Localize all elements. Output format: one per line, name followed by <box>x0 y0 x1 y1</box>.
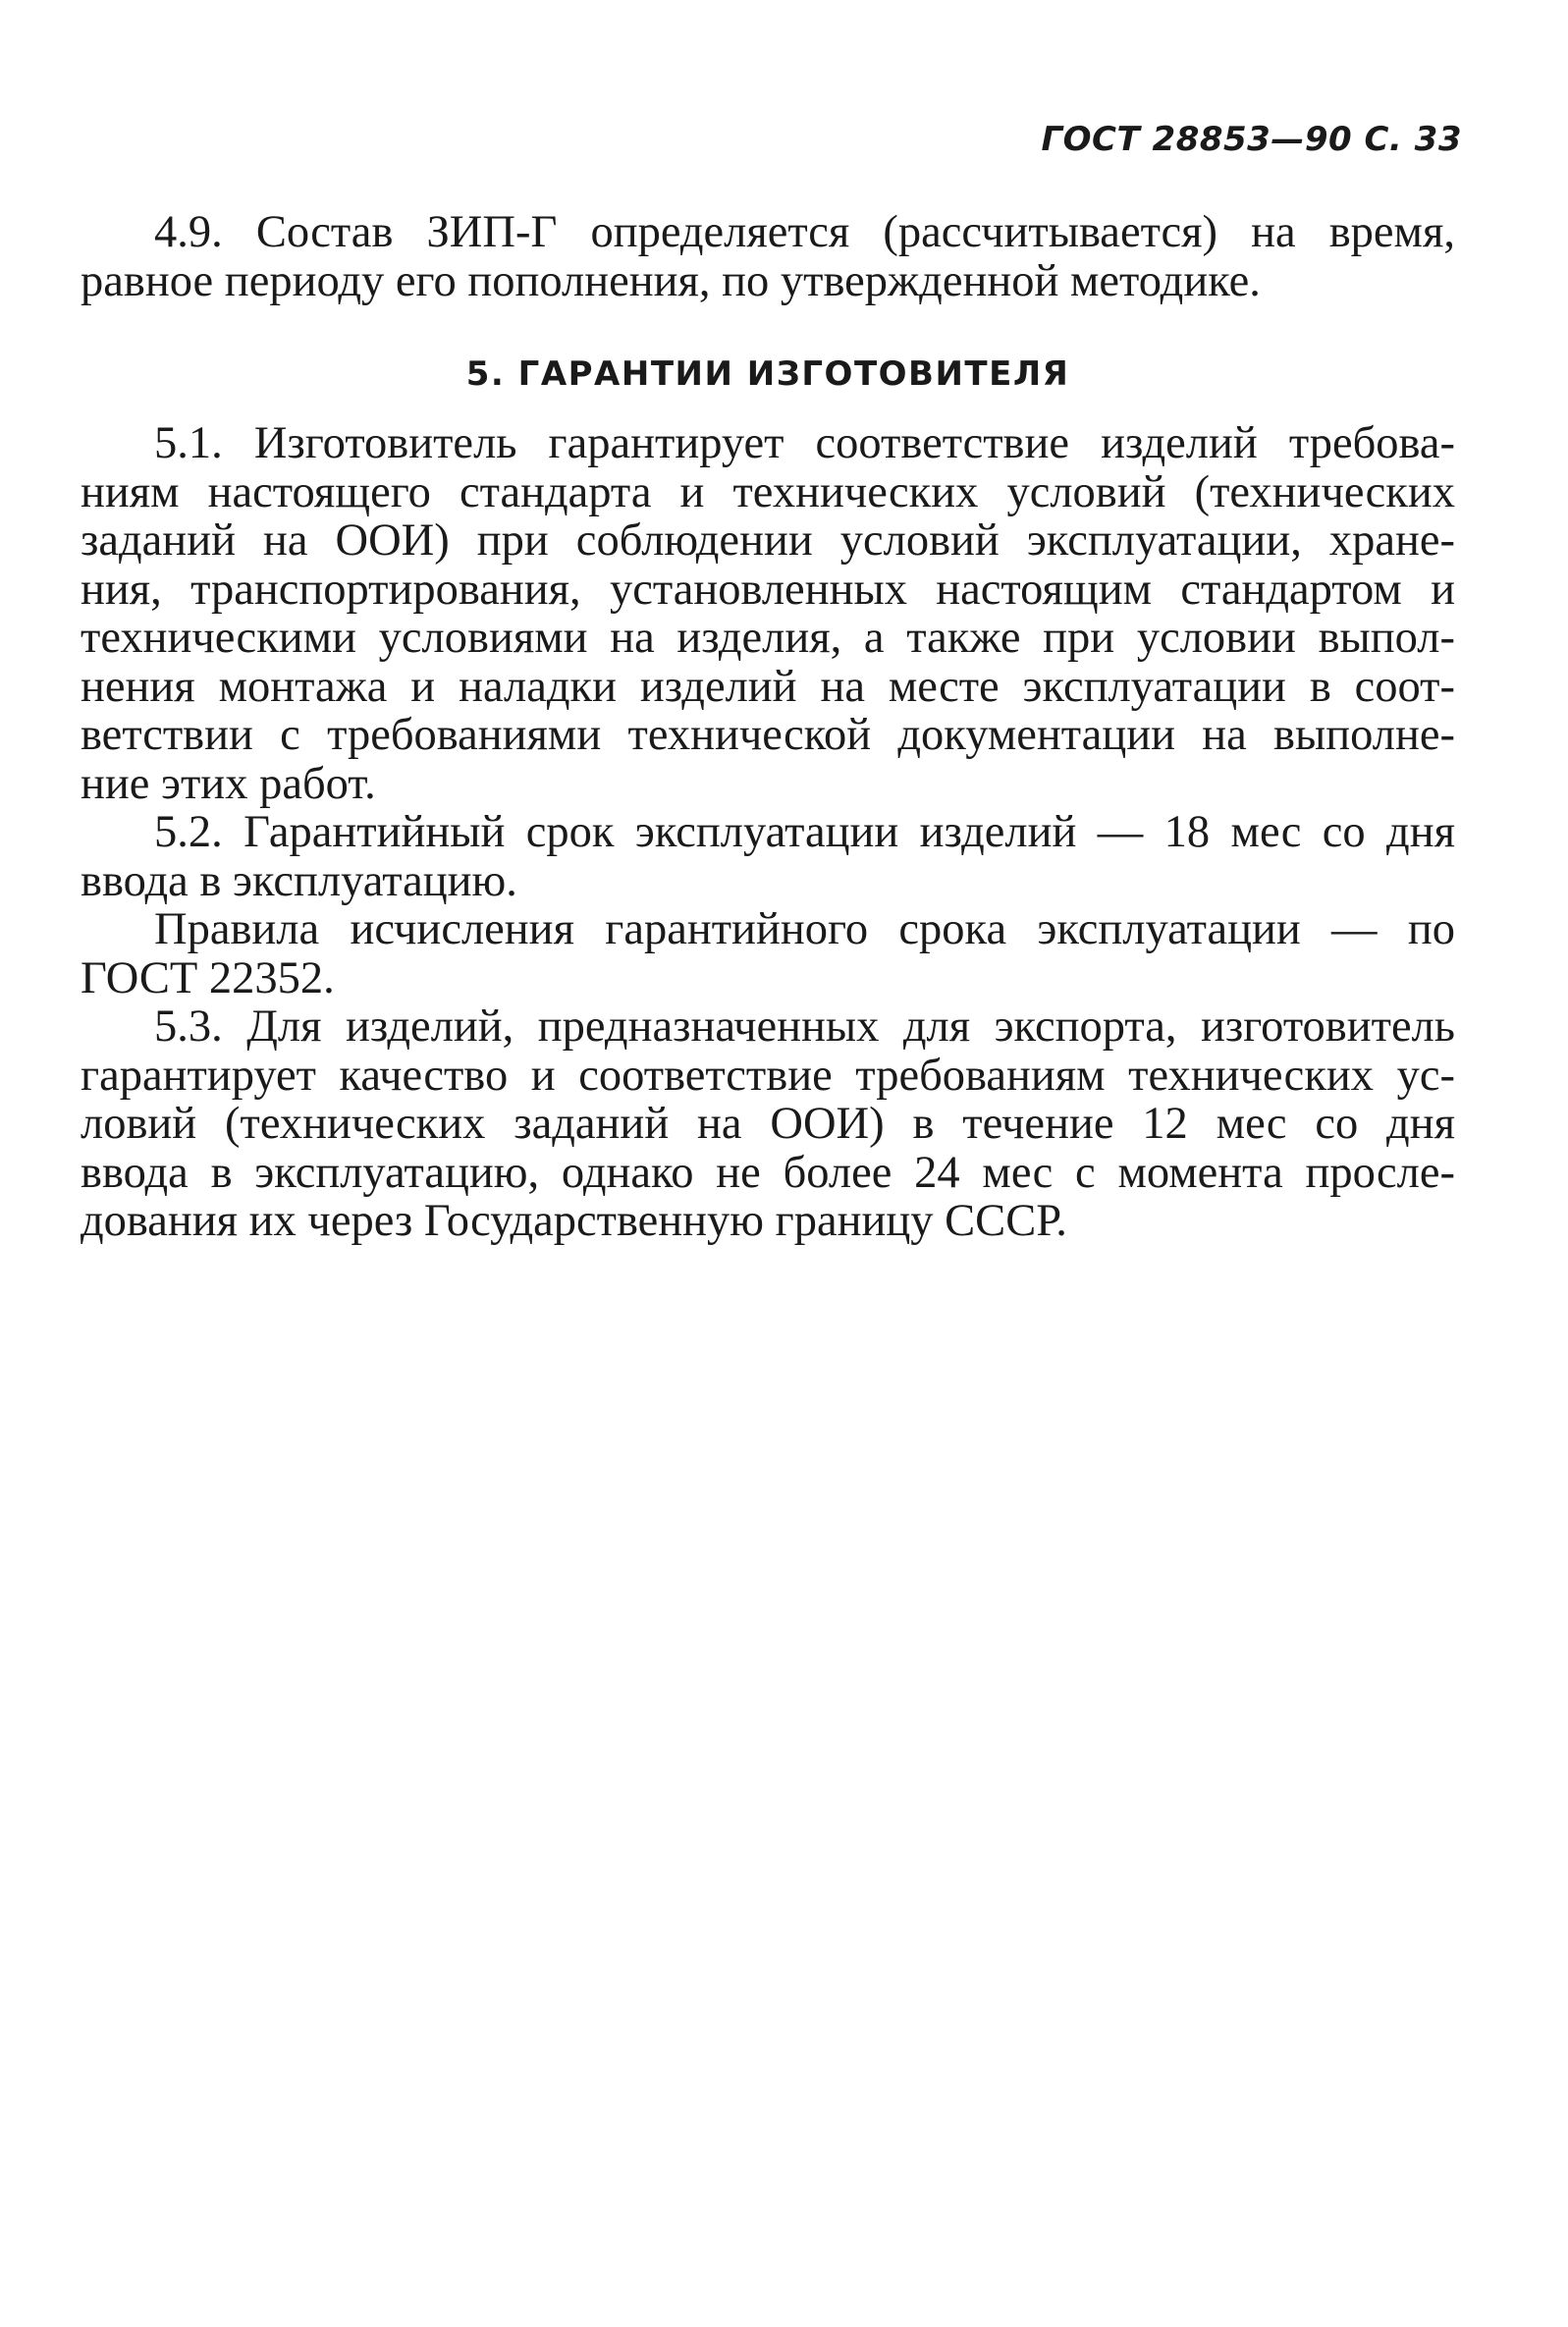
text-line: ние этих работ. <box>81 758 376 809</box>
text-line: гарантирует качество и соответствие требованиям технических ус- <box>81 1051 1455 1100</box>
text-line: ловий (технических заданий на ООИ) в течение 12 мес со дня <box>81 1100 1455 1149</box>
paragraph-5-3 <box>81 1002 1455 1246</box>
text-line: дования их через Государственную границу СССР. <box>81 1196 1067 1246</box>
paragraph-5-1 <box>81 419 1455 808</box>
document-body <box>81 208 1455 1246</box>
text-line: нения монтажа и наладки изделий на месте эксплуатации в соот- <box>81 662 1455 711</box>
section-title: 5. ГАРАНТИИ ИЗГОТОВИТЕЛЯ <box>465 354 1070 394</box>
text-line: ния, транспортирования, установленных настоящим стандартом и <box>81 565 1455 614</box>
paragraph-5-2 <box>81 808 1455 905</box>
text-line: Правила исчисления гарантийного срока эксплуатации — по <box>154 905 1455 954</box>
paragraph-4-9 <box>81 208 1455 305</box>
text-line: 5.3. Для изделий, предназначенных для экспорта, изготовитель <box>154 1002 1455 1052</box>
text-line: ввода в эксплуатацию, однако не более 24 мес с момента просле- <box>81 1148 1455 1197</box>
text-line: ввода в эксплуатацию. <box>81 855 517 906</box>
paragraph-5-2-rules <box>81 905 1455 1002</box>
text-line: 4.9. Состав ЗИП-Г определяется (рассчитывается) на время, <box>154 208 1455 257</box>
text-line: 5.2. Гарантийный срок эксплуатации изделий — 18 мес со дня <box>154 808 1455 857</box>
text-line: равное периоду его пополнения, по утвержденной методике. <box>81 255 1261 306</box>
running-header: ГОСТ 28853—90 С. 33 <box>1041 120 1462 159</box>
text-line: техническими условиями на изделия, а также при условии выпол- <box>81 614 1455 663</box>
text-line: ветствии с требованиями технической документации на выполне- <box>81 711 1455 760</box>
text-line: ГОСТ 22352. <box>81 952 335 1003</box>
text-line: заданий на ООИ) при соблюдении условий эксплуатации, хране- <box>81 516 1455 566</box>
text-line: ниям настоящего стандарта и технических условий (технических <box>81 467 1455 516</box>
text-line: 5.1. Изготовитель гарантирует соответствие изделий требова- <box>154 419 1455 468</box>
